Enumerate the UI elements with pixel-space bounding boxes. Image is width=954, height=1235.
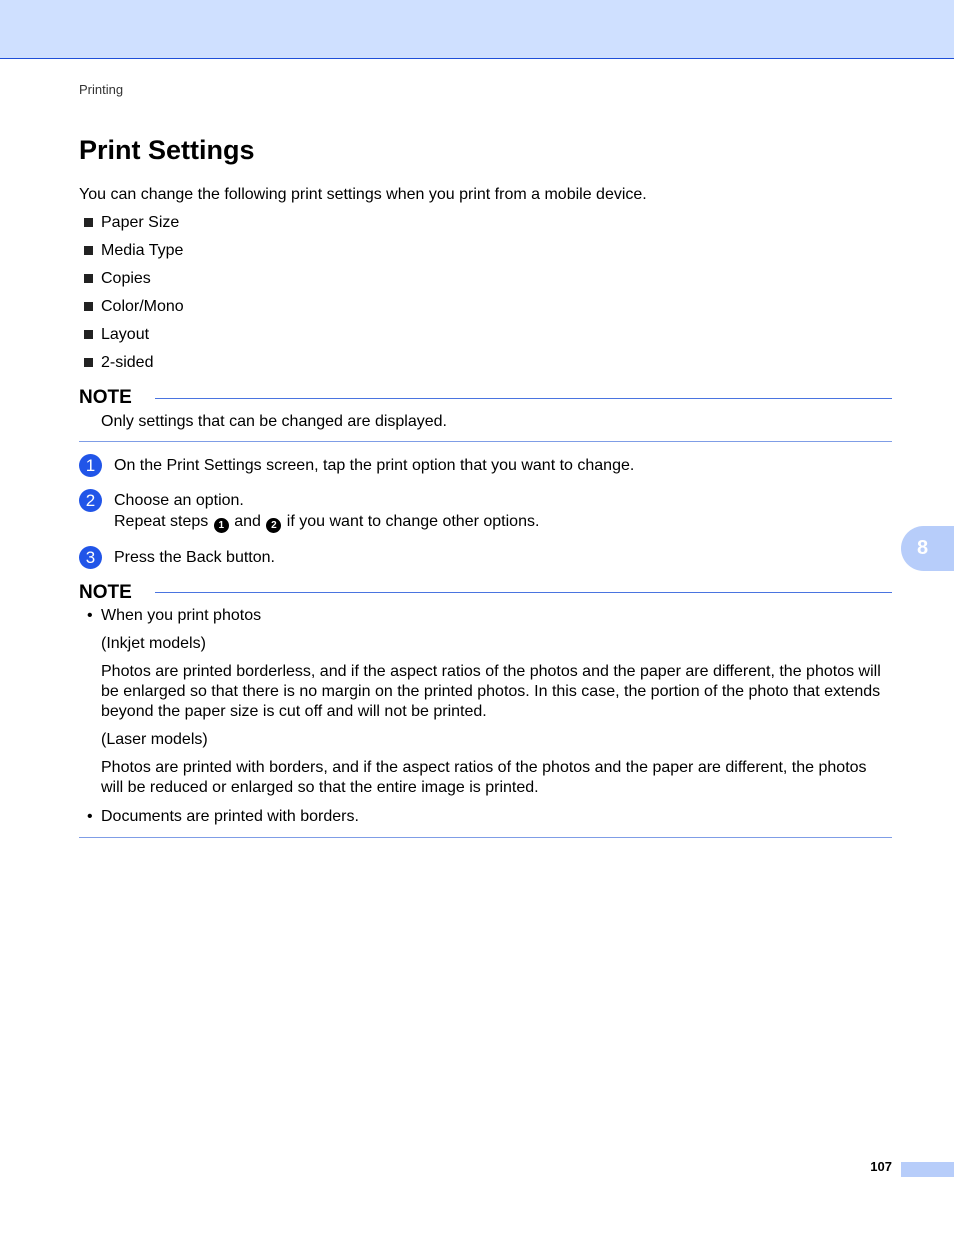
- laser-label: (Laser models): [101, 731, 208, 748]
- step-number-badge: 1: [79, 454, 102, 477]
- square-bullet-icon: [84, 246, 93, 255]
- list-item: Media Type: [84, 241, 184, 269]
- step-number-badge: 3: [79, 546, 102, 569]
- note-text: Only settings that can be changed are displayed.: [101, 413, 447, 430]
- step-number-badge: 2: [79, 489, 102, 512]
- chapter-tab: 8: [901, 526, 954, 571]
- note-heading: NOTE: [79, 387, 132, 408]
- laser-text: Photos are printed with borders, and if the aspect ratios of the photos and the paper are different, the photos will be reduced or enlarged so that the entire image is printed.: [101, 759, 867, 796]
- note-top-rule: [155, 592, 892, 593]
- settings-list: [84, 213, 184, 381]
- list-item: • When you print photos: [87, 607, 262, 624]
- square-bullet-icon: [84, 330, 93, 339]
- inkjet-text: Photos are printed borderless, and if the aspect ratios of the photos and the paper are different, the photos will be enlarged so that there is no margin on the printed photos. In this case, the portion of the photo that extends beyond the paper size is cut off and will not be printed.: [101, 663, 881, 720]
- list-item: • Documents are printed with borders.: [87, 808, 359, 825]
- step-text: Press the Back button.: [114, 549, 275, 566]
- square-bullet-icon: [84, 274, 93, 283]
- step-ref-badge: 2: [266, 518, 281, 533]
- list-item: Copies: [84, 269, 184, 297]
- bullet-dot-icon: •: [87, 808, 93, 825]
- list-item: 2-sided: [84, 353, 184, 381]
- list-item: Layout: [84, 325, 184, 353]
- page-number: 107: [870, 1159, 892, 1174]
- step-text: Choose an option.: [114, 492, 244, 509]
- header-band: [0, 0, 954, 59]
- square-bullet-icon: [84, 218, 93, 227]
- note-bottom-rule: [79, 837, 892, 838]
- list-item: Color/Mono: [84, 297, 184, 325]
- step-text: On the Print Settings screen, tap the print option that you want to change.: [114, 457, 635, 474]
- step-subtext: Repeat steps 1 and 2 if you want to change other options.: [114, 513, 540, 531]
- step-ref-badge: 1: [214, 518, 229, 533]
- square-bullet-icon: [84, 302, 93, 311]
- intro-text: You can change the following print settings when you print from a mobile device.: [79, 186, 647, 203]
- footer-band: [901, 1162, 954, 1177]
- bullet-dot-icon: •: [87, 607, 93, 624]
- note-heading: NOTE: [79, 582, 132, 603]
- page-title: Print Settings: [79, 135, 255, 165]
- note-bottom-rule: [79, 441, 892, 442]
- square-bullet-icon: [84, 358, 93, 367]
- breadcrumb: Printing: [79, 82, 124, 97]
- list-item: Paper Size: [84, 213, 184, 241]
- inkjet-label: (Inkjet models): [101, 635, 206, 652]
- note-top-rule: [155, 398, 892, 399]
